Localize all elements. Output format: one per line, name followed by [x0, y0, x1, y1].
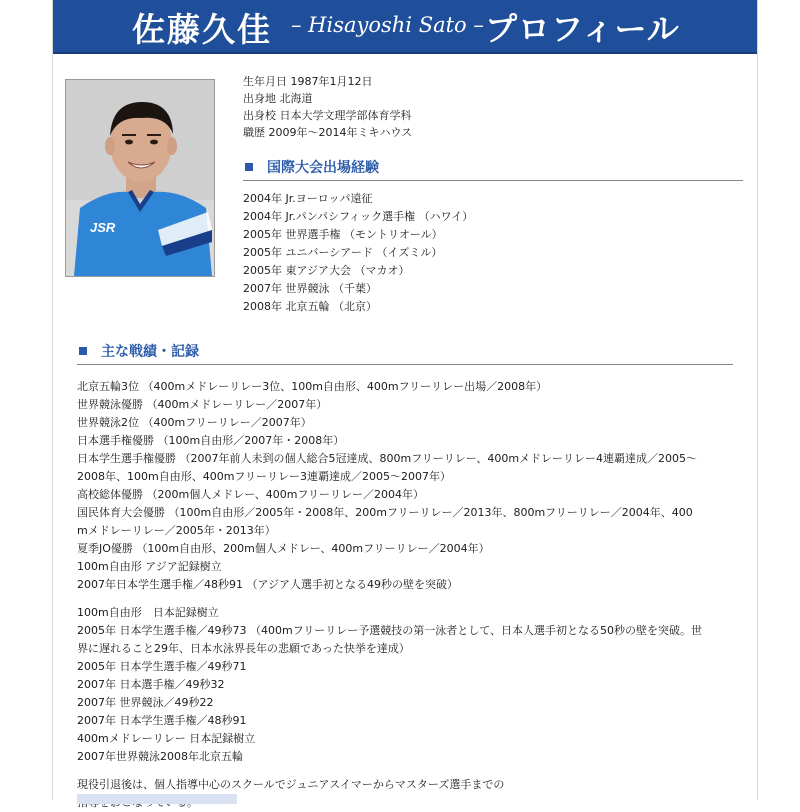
record-line: 2008年、100m自由形、400mフリーリレー3連覇達成／2005～2007年）	[77, 470, 451, 483]
japan-record-line: 2007年 日本学生選手権／48秒91	[77, 714, 247, 727]
records-heading-text: 主な戦績・記録	[101, 344, 199, 360]
athlete-portrait-image	[66, 80, 214, 276]
record-line: mメドレーリレー／2005年・2013年）	[77, 524, 276, 537]
intl-list	[243, 190, 473, 316]
japan-record-line: 400mメドレーリレー 日本記録樹立	[77, 732, 256, 745]
intl-item: 2004年 Jr.ヨーロッパ遠征	[243, 192, 373, 205]
bio-career: 職歴 2009年～2014年ミキハウス	[243, 126, 413, 139]
paragraph-gap	[77, 594, 749, 604]
japan-record-line: 2007年世界競泳2008年北京五輪	[77, 750, 243, 763]
intl-item: 2005年 東アジア大会 （マカオ）	[243, 264, 410, 277]
page-header	[53, 0, 757, 54]
shirt-logo: JSR	[90, 220, 116, 235]
japan-record-line: 2005年 日本学生選手権／49秒73 （400mフリーリレー予選競技の第一泳者として、日本人選手初となる50秒の壁を突破。世	[77, 624, 703, 637]
record-line: 100m自由形 アジア記録樹立	[77, 560, 222, 573]
intl-section-heading	[245, 157, 379, 177]
japan-record-line: 2005年 日本学生選手権／49秒71	[77, 660, 247, 673]
records-block	[77, 378, 749, 812]
japan-record-line: 2007年 世界競泳／49秒22	[77, 696, 214, 709]
bio-school: 出身校 日本大学文理学部体育学科	[243, 109, 412, 122]
bio-birthdate: 生年月日 1987年1月12日	[243, 75, 373, 88]
record-line: 2007年日本学生選手権／48秒91 （アジア人選手初となる49秒の壁を突破）	[77, 578, 459, 591]
record-line: 日本選手権優勝 （100m自由形／2007年・2008年）	[77, 434, 345, 447]
record-line: 高校総体優勝 （200m個人メドレー、400mフリーリレー／2004年）	[77, 488, 425, 501]
japan-record-line: 100m自由形 日本記録樹立	[77, 606, 219, 619]
bio-birthplace: 出身地 北海道	[243, 92, 313, 105]
intl-item: 2008年 北京五輪 （北京）	[243, 300, 377, 313]
paragraph-gap	[77, 766, 749, 776]
record-line: 夏季JO優勝 （100m自由形、200m個人メドレー、400mフリーリレー／2004年）	[77, 542, 490, 555]
athlete-photo	[65, 79, 215, 277]
section-square-icon	[79, 347, 87, 355]
record-line: 世界競泳優勝 （400mメドレーリレー／2007年）	[77, 398, 328, 411]
intl-heading-text: 国際大会出場経験	[267, 160, 379, 176]
intl-item: 2004年 Jr.パンパシフィック選手権 （ハワイ）	[243, 210, 474, 223]
retirement-line: 現役引退後は、個人指導中心のスクールでジュニアスイマーからマスターズ選手までの	[77, 778, 505, 791]
profile-page	[52, 0, 758, 800]
record-line: 国民体育大会優勝 （100m自由形／2005年・2008年、200mフリーリレー／2013年、800mフリーリレー／2004年、400	[77, 506, 693, 519]
athlete-roman-name: – Hisayoshi Sato –	[291, 13, 484, 37]
athlete-name: 佐藤久佳	[132, 10, 272, 49]
japan-record-line: 2007年 日本選手権／49秒32	[77, 678, 225, 691]
record-line: 北京五輪3位 （400mメドレーリレー3位、100m自由形、400mフリーリレー出場／2008年）	[77, 380, 548, 393]
record-line: 世界競泳2位 （400mフリーリレー／2007年）	[77, 416, 312, 429]
intl-item: 2005年 ユニバーシアード （イズミル）	[243, 246, 443, 259]
records-divider	[77, 364, 733, 365]
section-square-icon	[245, 163, 253, 171]
japan-record-line: 界に遅れること29年、日本水泳界長年の悲願であった快挙を達成）	[77, 642, 410, 655]
record-line: 日本学生選手権優勝 （2007年前人未到の個人総合5冠達成、800mフリーリレー、400mメドレーリレー4連覇達成／2005～	[77, 452, 698, 465]
profile-title: プロフィール	[485, 10, 680, 48]
bio-block	[243, 73, 412, 141]
intl-divider	[243, 180, 743, 181]
intl-item: 2005年 世界選手権 （モントリオール）	[243, 228, 443, 241]
next-section-heading-stub	[77, 794, 237, 804]
intl-item: 2007年 世界競泳 （千葉）	[243, 282, 377, 295]
records-section-heading	[79, 341, 199, 361]
